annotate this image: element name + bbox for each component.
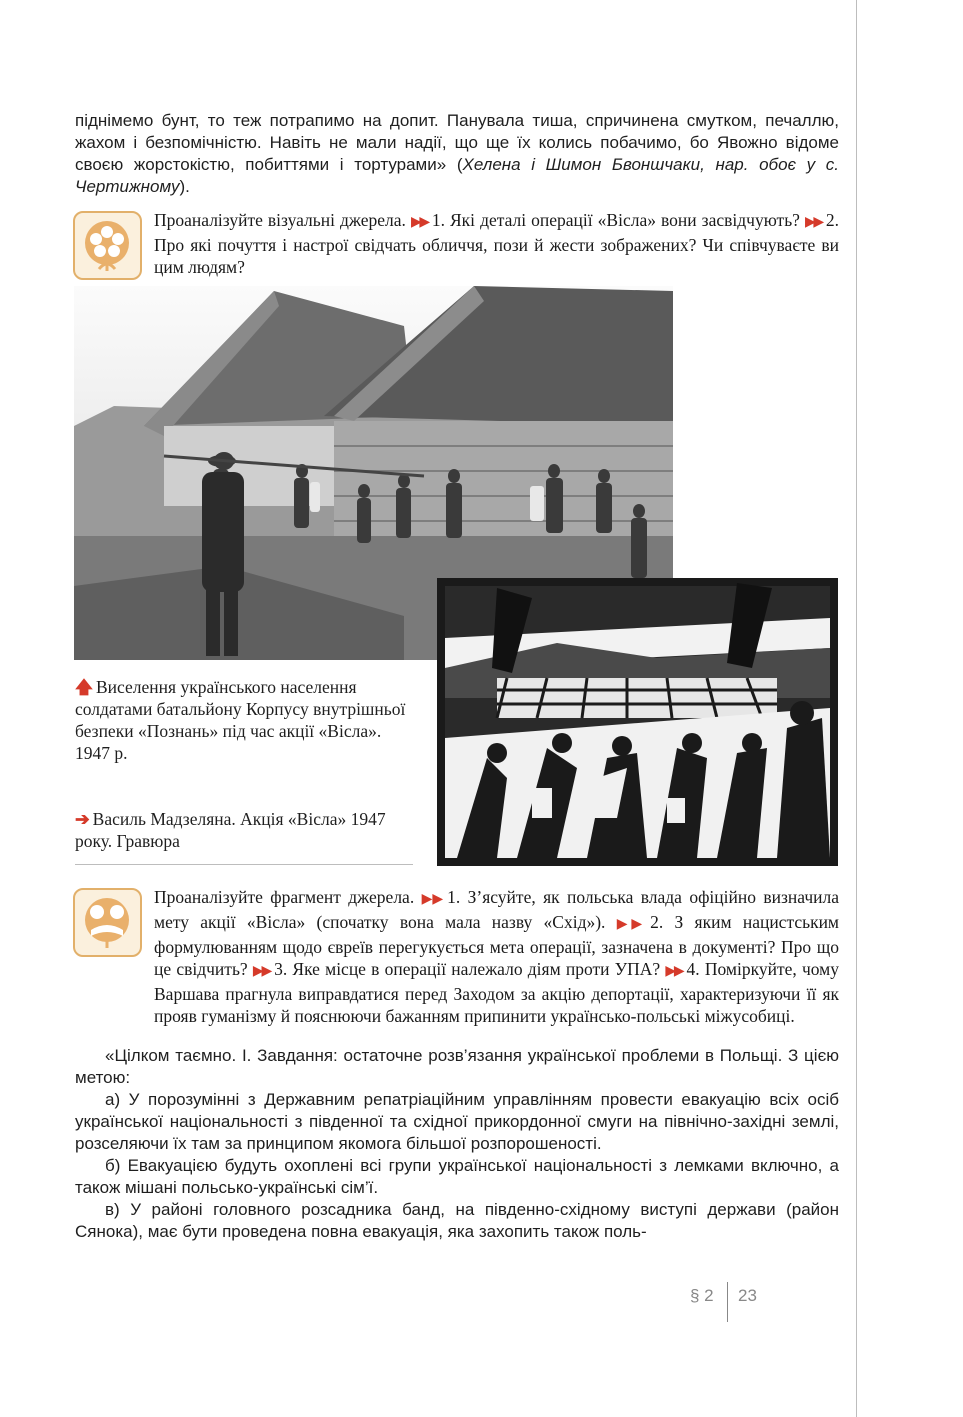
page-number: 23 [738,1286,757,1305]
double-play-icon: ▶▶ [252,964,271,979]
intro-line: ). [179,177,190,196]
task-question: 3. Яке місце в операції належало діям проти УПА? [274,959,661,979]
intro-line: піднімемо бунт, то теж потрапимо на допит. Панувала тиша, спричинена смутком, [75,111,757,130]
intro-line: печаллю, жахом і безпомічністю. Навіть не мали надії, що ще їх колись побачимо, [75,111,839,152]
flower-emblem-icon [75,213,140,278]
photo-caption-text: Виселення українського населення солдатами батальйону Корпусу внутрішньої безпеки «Познань» під час акції «Вісла». 1947 р. [75,677,406,763]
arrow-right-icon: ➔ [75,809,90,829]
double-play-icon: ▶▶ [421,892,444,907]
task-lead: Проаналізуйте візуальні джерела. [154,210,406,230]
task-question: 2. Про які почуття і настрої свідчать обличчя, пози й жести зображених? Чи співчуваєте ви цим людям? [154,210,839,277]
task-question: 4. Поміркуйте, чому Варшава прагнула виправдатися перед Заходом за акцію депортації, характеризуючи її як прояв гуманізму й пояснюючи бажанням припинити українсько-польські міжусобиці. [154,959,839,1026]
intro-attribution: Хелена і Шимон [462,155,602,174]
task-icon [73,211,142,280]
double-play-icon: ▶▶ [805,215,822,230]
caption-divider [75,864,413,865]
engraving-caption-text: Василь Мадзеляна. Акція «Вісла» 1947 року. Гравюра [75,809,386,851]
page-margin-rule [856,0,857,1417]
flower-emblem-icon [75,890,140,955]
task-visual-sources [154,209,839,278]
double-play-icon: ▶▶ [616,917,647,932]
footer-separator [727,1282,728,1322]
task-question: 1. З’ясуйте, як польська влада офіційно визначила мету акції «Вісла» (спочатку вона мала назву «Схід»). [154,887,839,932]
double-play-icon: ▶▶ [665,964,683,979]
task-icon [73,888,142,957]
section-number: § 2 [690,1286,714,1305]
quote-paragraph: а) У порозумінні з Державним репатріаційним управлінням провести евакуацію всіх осіб української національності з південної та східної прикордонної смуги на північно-західні землі, розселяючи їх там за принципом якомога більшої розпорошеності. [75,1090,839,1153]
quote-paragraph: «Цілком таємно. І. Завдання: остаточне розв’язання української проблеми в Польщі. З цією метою: [75,1046,839,1087]
engraving-artwork [437,578,838,866]
quote-paragraph: б) Евакуацією будуть охоплені всі групи української національності з лемками включно, а також мішані польсько-українські сім’ї. [75,1156,839,1197]
task-question: 1. Які деталі операції «Вісла» вони засвідчують? [431,210,800,230]
intro-attribution: Бвоншчаки, нар. обоє у с. Чертижному [75,155,839,196]
engraving-caption [75,808,415,852]
intro-line: бо Явожно відоме своєю жорстокістю, побиттями і тортурами» ( [75,133,839,174]
quote-paragraph: в) У районі головного розсадника банд, на південно-східному виступі держави (район Сянока), має бути проведена повна евакуація, яка захопить також поль- [75,1200,839,1241]
photo-caption [75,676,415,764]
task-document-source [154,886,839,1027]
intro-paragraph [75,110,839,198]
arrow-up-icon: 🡅 [75,677,93,697]
task-lead: Проаналізуйте фрагмент джерела. [154,887,415,907]
source-quote [75,1045,839,1243]
task-question: 2. З яким нацистським формулюванням щодо євреїв перегукується мета операції, зазначена в документі? Про що це свідчить? [154,912,840,979]
double-play-icon: ▶▶ [410,215,428,230]
